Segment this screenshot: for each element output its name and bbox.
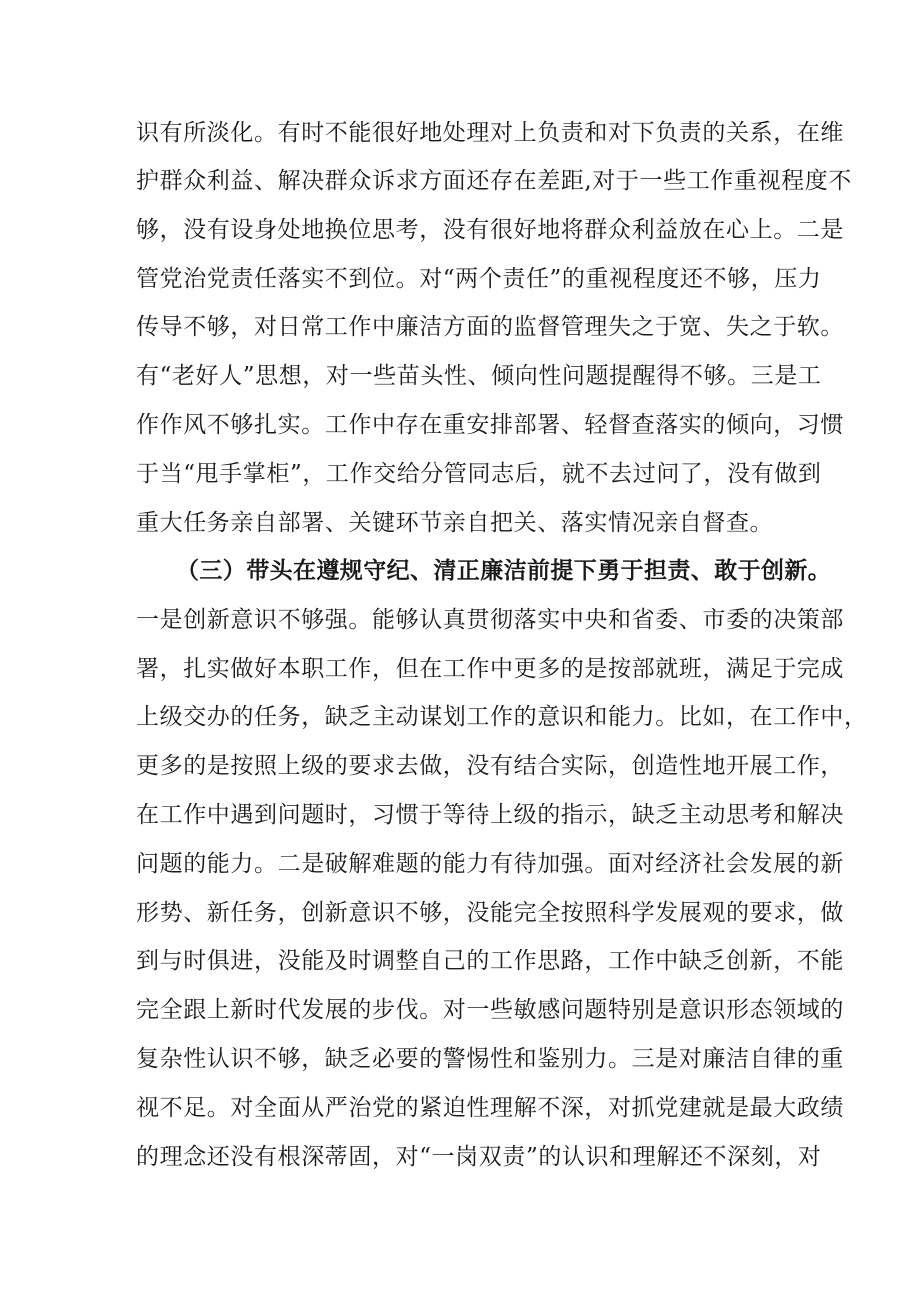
body-text-line: 更多的是按照上级的要求去做，没有结合实际，创造性地开展工作， <box>136 753 844 779</box>
body-text-line: 有“老好人”思想，对一些苗头性、倾向性问题提醒得不够。三是工 <box>136 363 822 389</box>
body-text-line: 作作风不够扎实。工作中存在重安排部署、轻督查落实的倾向，习惯 <box>136 412 844 438</box>
body-text-line: 视不足。对全面从严治党的紧迫性理解不深，对抓党建就是最大政绩 <box>136 1095 844 1121</box>
body-text-line: 够，没有设身处地换位思考，没有很好地将群众利益放在心上。二是 <box>136 217 844 243</box>
body-text-line: 在工作中遇到问题时，习惯于等待上级的指示，缺乏主动思考和解决 <box>136 802 844 828</box>
body-text-line: 识有所淡化。有时不能很好地处理对上负责和对下负责的关系，在维 <box>136 120 844 146</box>
body-text-line: 署，扎实做好本职工作，但在工作中更多的是按部就班，满足于完成 <box>136 656 844 682</box>
body-text-line: 问题的能力。二是破解难题的能力有待加强。面对经济社会发展的新 <box>136 851 844 877</box>
body-text-line: 的理念还没有根深蒂固，对“一岗双责”的认识和理解还不深刻，对 <box>136 1144 822 1170</box>
body-text-line: 于当“甩手掌柜”，工作交给分管同志后，就不去过问了，没有做到 <box>136 461 822 487</box>
body-text-line: 传导不够，对日常工作中廉洁方面的监督管理失之于宽、失之于软。 <box>136 314 844 340</box>
body-text-line: 复杂性认识不够，缺乏必要的警惕性和鉴别力。三是对廉洁自律的重 <box>136 1046 844 1072</box>
body-text-line: 一是创新意识不够强。能够认真贯彻落实中央和省委、市委的决策部 <box>136 607 844 633</box>
body-text-line: 到与时俱进，没能及时调整自己的工作思路，工作中缺乏创新，不能 <box>136 948 844 974</box>
body-text-line: 护群众利益、解决群众诉求方面还存在差距,对于一些工作重视程度不 <box>136 168 852 194</box>
section-heading: （三）带头在遵规守纪、清正廉洁前提下勇于担责、敢于创新。 <box>176 557 832 584</box>
body-text-line: 完全跟上新时代发展的步伐。对一些敏感问题特别是意识形态领域的 <box>136 997 844 1023</box>
body-text-line: 形势、新任务，创新意识不够，没能完全按照科学发展观的要求，做 <box>136 900 844 926</box>
body-text-line: 重大任务亲自部署、关键环节亲自把关、落实情况亲自督查。 <box>136 510 774 536</box>
body-text-line: 上级交办的任务，缺乏主动谋划工作的意识和能力。比如，在工作中， <box>136 704 868 730</box>
body-text-line: 管党治党责任落实不到位。对“两个责任”的重视程度还不够，压力 <box>136 266 822 292</box>
